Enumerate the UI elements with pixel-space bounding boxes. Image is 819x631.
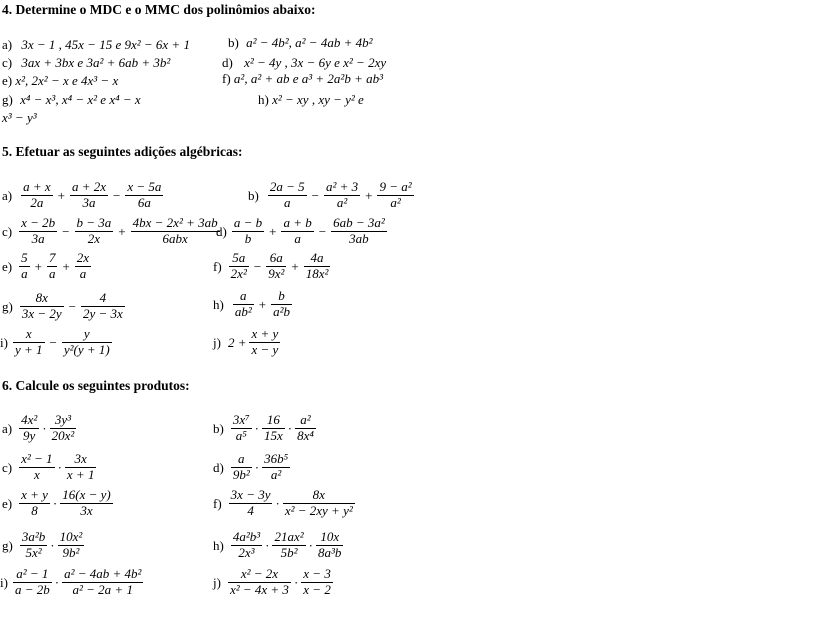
s6-item-h: h) $\frac{\text{4a²b³}}{\text{2x³}}$ · $\frac{\text{21ax²}}{\text{5b²}}$ · $\frac{10x}{\text{8a³b}}$ bbox=[213, 529, 342, 560]
s6-item-b: b) $\frac{\text{3x⁷}}{\text{a⁵}}$ · $\frac{16}{15x}$ · $\frac{\text{a²}}{\text{8x⁴}}$ bbox=[213, 412, 314, 443]
s4-item-a: a) 3x − 1 , 45x − 15 e 9x² − 6x + 1 bbox=[2, 37, 190, 52]
fraction: $\frac{5}{a}$ bbox=[21, 250, 28, 281]
s5-item-a: a) $\frac{a + x}{2a}$ + $\frac{a + 2x}{3a}$ − $\frac{x - 5a}{6a}$ bbox=[2, 179, 162, 210]
fraction: $\frac{4a}{\text{18x²}}$ bbox=[305, 250, 329, 281]
fraction: $\frac{a - b}{b}$ bbox=[233, 215, 263, 246]
fraction: $\frac{a + x}{2a}$ bbox=[23, 179, 51, 210]
fraction: $\frac{\text{x² − 1}}{x}$ bbox=[21, 451, 53, 482]
s4-item-b: b) a² − 4b², a² − 4ab + 4b² bbox=[228, 35, 373, 50]
fraction: $\frac{6a}{\text{9x²}}$ bbox=[268, 250, 285, 281]
fraction: $\frac{\text{a²}}{\text{8x⁴}}$ bbox=[297, 412, 314, 443]
s5-item-d: d) $\frac{a - b}{b}$ + $\frac{a + b}{a}$ − $\frac{\text{6ab − 3a²}}{3ab}$ bbox=[216, 215, 385, 246]
s4-item-c: c) 3ax + 3bx e 3a² + 6ab + 3b² bbox=[2, 55, 171, 70]
fraction: $\frac{\text{a² − 4ab + 4b²}}{\text{a² − 2a + 1}}$ bbox=[64, 566, 142, 597]
fraction: $\frac{\text{a² − 1}}{a - 2b}$ bbox=[14, 566, 50, 597]
section-4-title: 4. Determine o MDC e o MMC dos polinômios abaixo: bbox=[2, 2, 316, 17]
fraction: $\frac{\text{3x⁷}}{\text{a⁵}}$ bbox=[232, 412, 250, 443]
fraction: $\frac{\text{3y³}}{\text{20x²}}$ bbox=[51, 412, 75, 443]
fraction: $\frac{x - 2b}{3a}$ bbox=[21, 215, 56, 246]
fraction: $\frac{\text{10x²}}{\text{9b²}}$ bbox=[59, 529, 83, 560]
fraction: $\frac{x + y}{x - y}$ bbox=[251, 326, 279, 357]
s6-item-d: d) $\frac{a}{\text{9b²}}$ · $\frac{\text{36b⁵}}{\text{a²}}$ bbox=[213, 451, 289, 482]
s4-item-d: d) x² − 4y , 3x − 6y e x² − 2xy bbox=[222, 55, 387, 70]
section-6-title: 6. Calcule os seguintes produtos: bbox=[2, 378, 190, 393]
fraction: $\frac{\text{6ab − 3a²}}{3ab}$ bbox=[333, 215, 385, 246]
s6-item-e: e) $\frac{x + y}{8}$ · $\frac{16(x - y)}{3x}$ bbox=[2, 487, 111, 518]
s5-item-b: b) $\frac{2a - 5}{a}$ − $\frac{\text{a² + 3}}{\text{a²}}$ + $\frac{\text{9 − a²}}{\text{a²}}$ bbox=[248, 179, 412, 210]
fraction: $\frac{8x}{\text{x² − 2xy + y²}}$ bbox=[284, 487, 353, 518]
fraction: $\frac{2a - 5}{a}$ bbox=[269, 179, 305, 210]
fraction: $\frac{\text{36b⁵}}{\text{a²}}$ bbox=[264, 451, 289, 482]
s4-item-h: h) x² − xy , xy − y² e bbox=[258, 92, 364, 107]
fraction: $\frac{7}{a}$ bbox=[48, 250, 56, 281]
fraction: $\frac{b - 3a}{2x}$ bbox=[76, 215, 112, 246]
fraction: $\frac{8x}{3x - 2y}$ bbox=[21, 290, 62, 321]
section-5-title: 5. Efetuar as seguintes adições algébricas: bbox=[2, 144, 243, 159]
fraction: $\frac{10x}{\text{8a³b}}$ bbox=[318, 529, 342, 560]
s5-item-h: h) $\frac{a}{\text{ab²}}$ + $\frac{b}{\text{a²b}}$ bbox=[213, 288, 290, 319]
fraction: $\frac{2x}{a}$ bbox=[76, 250, 90, 281]
s6-item-g: g) $\frac{\text{3a²b}}{\text{5x²}}$ · $\frac{\text{10x²}}{\text{9b²}}$ bbox=[2, 529, 83, 560]
fraction: $\frac{x - 3}{x - 2}$ bbox=[303, 566, 331, 597]
fraction: $\frac{16}{15x}$ bbox=[263, 412, 283, 443]
s4-item-e: e) x², 2x² − x e 4x³ − x bbox=[2, 73, 119, 88]
fraction: $\frac{\text{9 − a²}}{\text{a²}}$ bbox=[379, 179, 412, 210]
fraction: $\frac{a}{\text{9b²}}$ bbox=[232, 451, 250, 482]
fraction: $\frac{\text{4a²b³}}{\text{2x³}}$ bbox=[232, 529, 261, 560]
fraction: $\frac{\text{4bx − 2x² + 3ab}}{\text{6abx}}$ bbox=[132, 215, 218, 246]
fraction: $\frac{\text{4x²}}{9y}$ bbox=[21, 412, 38, 443]
fraction: $\frac{a}{\text{ab²}}$ bbox=[234, 288, 252, 319]
s6-item-a: a) $\frac{\text{4x²}}{9y}$ · $\frac{\text{3y³}}{\text{20x²}}$ bbox=[2, 412, 75, 443]
s5-item-j: j) 2 + $\frac{x + y}{x - y}$ bbox=[213, 326, 279, 357]
s6-item-f: f) $\frac{3x - 3y}{4}$ · $\frac{8x}{\text{x² − 2xy + y²}}$ bbox=[213, 487, 353, 518]
s6-item-j: j) $\frac{\text{x² − 2x}}{\text{x² − 4x + 3}}$ · $\frac{x - 3}{x - 2}$ bbox=[213, 566, 331, 597]
s6-item-c: c) $\frac{\text{x² − 1}}{x}$ · $\frac{3x}{x + 1}$ bbox=[2, 451, 95, 482]
fraction: $\frac{3x}{x + 1}$ bbox=[66, 451, 95, 482]
s4-item-h-continuation: x³ − y³ bbox=[2, 110, 37, 125]
fraction: $\frac{4}{2y - 3x}$ bbox=[83, 290, 123, 321]
s5-item-g: g) $\frac{8x}{3x - 2y}$ − $\frac{4}{2y - 3x}$ bbox=[2, 290, 123, 321]
s5-item-i: i) $\frac{x}{y + 1}$ − $\frac{y}{\text{y²(y + 1)}}$ bbox=[0, 326, 110, 357]
fraction: $\frac{b}{\text{a²b}}$ bbox=[273, 288, 290, 319]
fraction: $\frac{16(x - y)}{3x}$ bbox=[62, 487, 111, 518]
fraction: $\frac{x - 5a}{6a}$ bbox=[127, 179, 162, 210]
fraction: $\frac{3x - 3y}{4}$ bbox=[230, 487, 271, 518]
s5-item-e: e) $\frac{5}{a}$ + $\frac{7}{a}$ + $\frac{2x}{a}$ bbox=[2, 250, 90, 281]
fraction: $\frac{y}{\text{y²(y + 1)}}$ bbox=[63, 326, 110, 357]
fraction: $\frac{a + 2x}{3a}$ bbox=[72, 179, 107, 210]
s5-item-f: f) $\frac{5a}{\text{2x²}}$ − $\frac{6a}{\text{9x²}}$ + $\frac{4a}{\text{18x²}}$ bbox=[213, 250, 329, 281]
fraction: $\frac{\text{21ax²}}{\text{5b²}}$ bbox=[274, 529, 304, 560]
fraction: $\frac{a + b}{a}$ bbox=[283, 215, 312, 246]
fraction: $\frac{x + y}{8}$ bbox=[21, 487, 48, 518]
fraction: $\frac{\text{x² − 2x}}{\text{x² − 4x + 3}}$ bbox=[229, 566, 289, 597]
fraction: $\frac{x}{y + 1}$ bbox=[14, 326, 43, 357]
fraction: $\frac{5a}{\text{2x²}}$ bbox=[230, 250, 247, 281]
s4-item-g: g) x⁴ − x³, x⁴ − x² e x⁴ − x bbox=[2, 92, 141, 107]
s4-item-f: f) a², a² + ab e a³ + 2a²b + ab³ bbox=[222, 71, 383, 86]
s6-item-i: i) $\frac{\text{a² − 1}}{a - 2b}$ · $\frac{\text{a² − 4ab + 4b²}}{\text{a² − 2a + 1}}$ bbox=[0, 566, 142, 597]
fraction: $\frac{\text{3a²b}}{\text{5x²}}$ bbox=[21, 529, 46, 560]
fraction: $\frac{\text{a² + 3}}{\text{a²}}$ bbox=[325, 179, 359, 210]
s5-item-c: c) $\frac{x - 2b}{3a}$ − $\frac{b - 3a}{2x}$ + $\frac{\text{4bx − 2x² + 3ab}}{\text{6abx}}$ bbox=[2, 215, 218, 246]
